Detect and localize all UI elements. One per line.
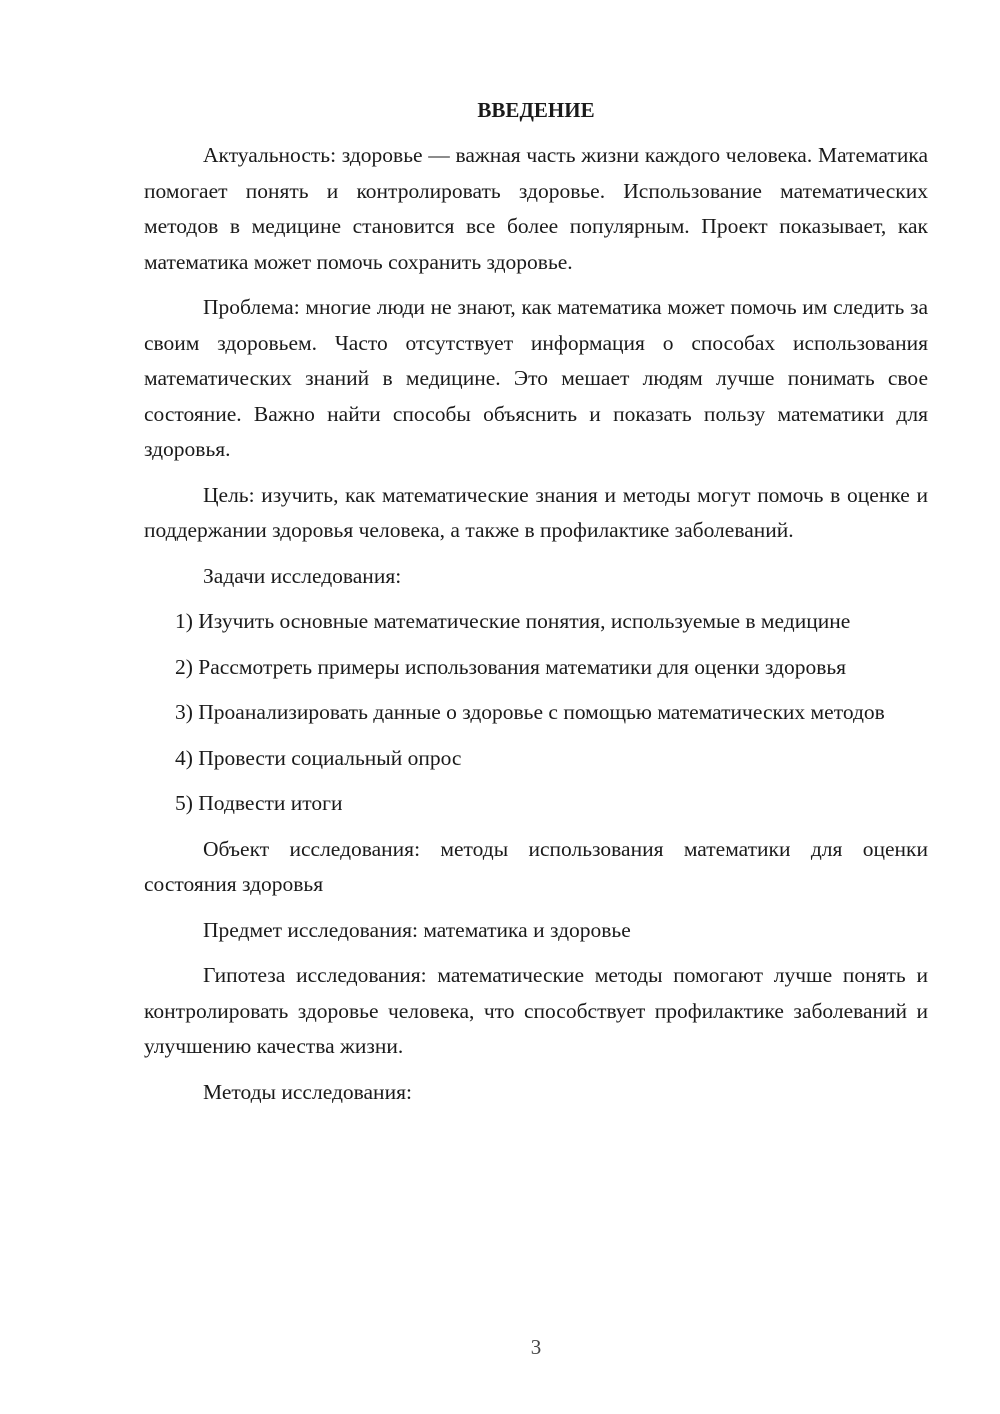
methods-heading: Методы исследования:: [203, 1079, 412, 1104]
subject-paragraph: Предмет исследования: математика и здоровье: [203, 917, 631, 942]
task-item-4: 4) Провести социальный опрос: [175, 745, 462, 770]
hypothesis-paragraph: Гипотеза исследования: математические методы помогают лучше понять и контролировать здоровье человека, что способствует профилактике заболеваний и улучшению качества жизни.: [144, 963, 928, 1058]
task-item-2: 2) Рассмотреть примеры использования математики для оценки здоровья: [175, 654, 847, 679]
page-content: [144, 93, 928, 1120]
object-paragraph: Объект исследования: методы использования математики для оценки состояния здоровья: [144, 836, 928, 896]
problem-paragraph: Проблема: многие люди не знают, как математика может помочь им следить за своим здоровьем. Часто отсутствует информация о способах использования математических знаний в медицине. Это мешает людям лучше понимать свое состояние. Важно найти способы объяснить и показать пользу математики для здоровья.: [144, 295, 928, 461]
task-item-1: 1) Изучить основные математические понятия, используемые в медицине: [175, 609, 851, 633]
page-number: 3: [530, 1335, 542, 1359]
relevance-paragraph: Актуальность: здоровье — важная часть жизни каждого человека. Математика помогает понять и контролировать здоровье. Использование математических методов в медицине становится все более популярным. Проект показывает, как математика может помочь сохранить здоровье.: [144, 143, 928, 274]
tasks-heading: Задачи исследования:: [203, 563, 402, 588]
goal-paragraph: Цель: изучить, как математические знания и методы могут помочь в оценке и поддержании здоровья человека, а также в профилактике заболеваний.: [144, 482, 928, 542]
task-item-3: 3) Проанализировать данные о здоровье с помощью математических методов: [175, 700, 885, 724]
section-title: ВВЕДЕНИЕ: [477, 98, 595, 122]
task-item-5: 5) Подвести итоги: [175, 791, 343, 815]
